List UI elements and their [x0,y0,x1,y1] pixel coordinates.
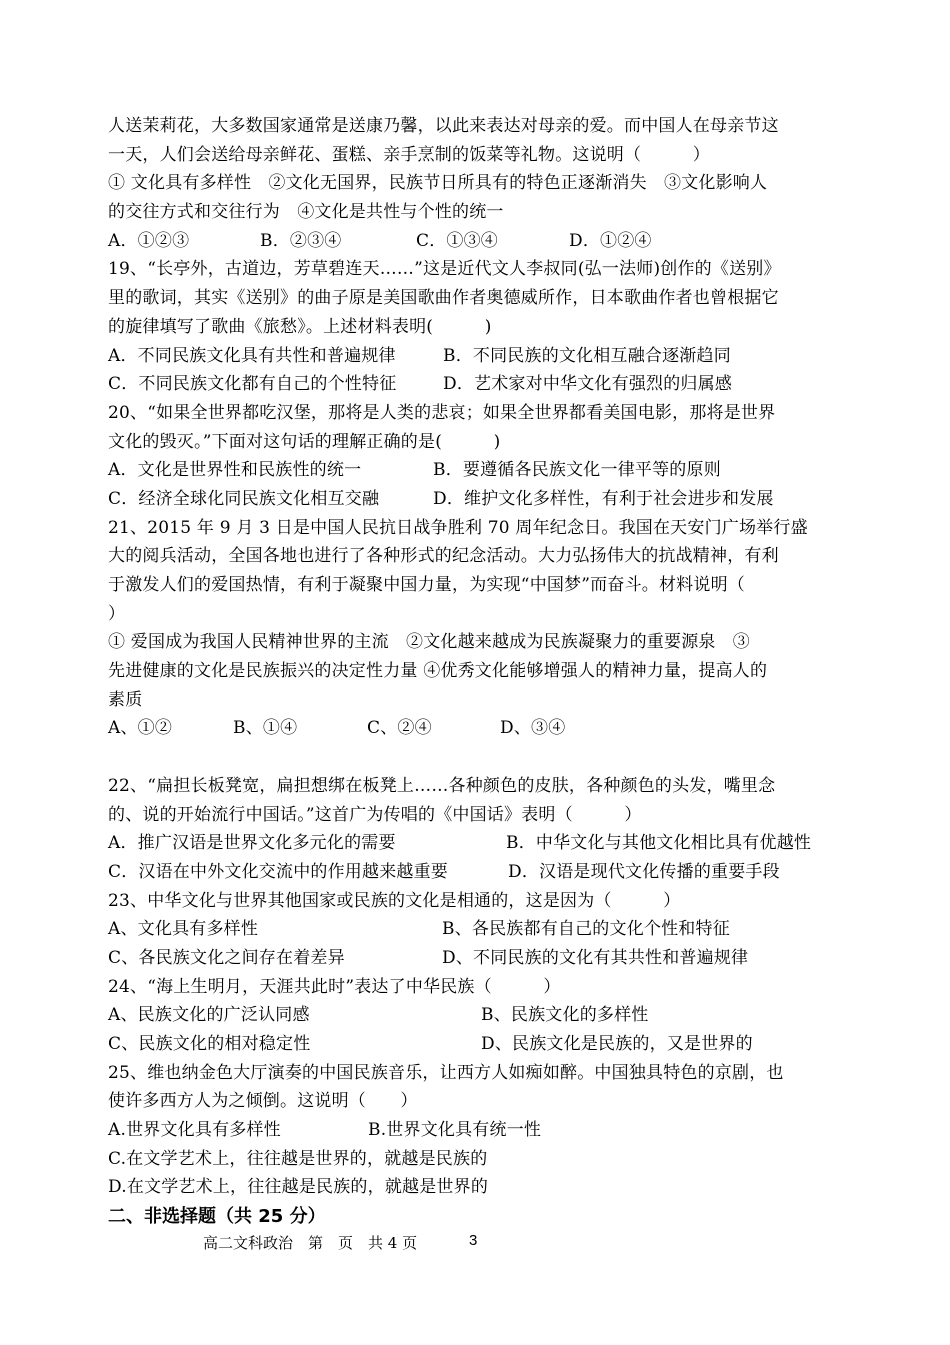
q22-options-row-1 [108,829,848,858]
q21-line-7: 素质 [108,689,143,710]
exam-page-content [108,112,848,1232]
page-footer [0,1232,950,1256]
q25-line-1: 25、维也纳金色大厅演奏的中国民族音乐，让西方人如痴如醉。中国独具特色的京剧，也 [108,1062,784,1083]
q20-options-row-2 [108,485,848,514]
q25-option-a: A.世界文化具有多样性 [108,1120,281,1141]
q20-option-c: C．经济全球化同民族文化相互交融 [108,488,380,509]
q23-option-d: D、不同民族的文化有其共性和普遍规律 [442,947,749,968]
q19-option-c: C．不同民族文化都有自己的个性特征 [108,374,397,395]
q21-option-d: D、③④ [500,718,566,739]
q19-line-2: 里的歌词，其实《送别》的曲子原是美国歌曲作者奥德威所作，日本歌曲作者也曾根据它 [108,288,779,309]
q21-line-1: 21、2015 年 9 月 3 日是中国人民抗日战争胜利 70 周年纪念日。我国在天安门广场举行盛 [108,517,808,538]
q18-option-d: D．①②④ [569,230,652,251]
q24-option-a: A、民族文化的广泛认同感 [108,1005,310,1026]
q19-line-3: 的旋律填写了歌曲《旅愁》。上述材料表明( ) [108,316,492,337]
q23-options-row-2 [108,944,848,973]
q21-line-2: 大的阅兵活动，全国各地也进行了各种形式的纪念活动。大力弘扬伟大的抗战精神，有利 [108,546,779,567]
q22-option-d: D．汉语是现代文化传播的重要手段 [508,861,780,882]
q23-options-row-1 [108,915,848,944]
q20-line-1: 20、“如果全世界都吃汉堡，那将是人类的悲哀；如果全世界都看美国电影，那将是世界 [108,402,776,423]
q22-line-1: 22、“扁担长板凳宽，扁担想绑在板凳上……各种颜色的皮肤，各种颜色的头发，嘴里念 [108,775,776,796]
q18-option-a: A．①②③ [108,230,190,251]
q18-line-3: ① 文化具有多样性 ②文化无国界，民族节日所具有的特色正逐渐消失 ③文化影响人 [108,173,768,194]
section-2-heading: 二、非选择题（共 25 分） [108,1206,326,1228]
q18-line-1: 人送茉莉花，大多数国家通常是送康乃馨，以此来表达对母亲的爱。而中国人在母亲节这 [108,116,779,136]
page-number: 3 [469,1232,478,1249]
q19-option-d: D．艺术家对中华文化有强烈的归属感 [443,374,733,395]
q18-line-2: 一天，人们会送给母亲鲜花、蛋糕、亲手烹制的饭菜等礼物。这说明（ ） [108,144,710,165]
q25-option-b: B.世界文化具有统一性 [368,1120,542,1141]
q20-option-a: A．文化是世界性和民族性的统一 [108,460,362,481]
q24-options-row-2 [108,1030,848,1059]
q22-option-a: A．推广汉语是世界文化多元化的需要 [108,833,396,854]
q25-options-row-1 [108,1116,848,1145]
q23-option-b: B、各民族都有自己的文化个性和特征 [442,919,730,940]
q21-line-3: 于激发人们的爱国热情，有利于凝聚中国力量，为实现“中国梦”而奋斗。材料说明（ [108,575,745,595]
q19-line-1: 19、“长亭外，古道边，芳草碧连天……”这是近代文人李叔同(弘一法师)创作的《送别》 [108,259,781,280]
q21-option-c: C、②④ [367,718,432,739]
q19-options-row-1 [108,342,848,371]
q25-line-2: 使许多西方人为之倾倒。这说明（ ） [108,1091,418,1112]
q22-option-b: B．中华文化与其他文化相比具有优越性 [506,833,812,854]
blank-line [108,743,848,772]
q21-line-4: ） [108,603,126,624]
q24-option-c: C、民族文化的相对稳定性 [108,1034,311,1054]
q25-option-c: C.在文学艺术上，往往越是世界的，就越是民族的 [108,1148,488,1169]
q20-options-row-1 [108,456,848,485]
q21-line-6: 先进健康的文化是民族振兴的决定性力量 ④优秀文化能够增强人的精神力量，提高人的 [108,661,768,682]
q20-option-d: D．维护文化多样性，有利于社会进步和发展 [433,488,774,509]
q21-line-5: ① 爱国成为我国人民精神世界的主流 ②文化越来越成为民族凝聚力的重要源泉 ③ [108,632,751,653]
q23-line-1: 23、中华文化与世界其他国家或民族的文化是相通的，这是因为（ ） [108,890,681,911]
q21-option-a: A、①② [108,718,173,739]
q18-option-b: B．②③④ [260,230,342,251]
q25-option-d: D.在文学艺术上，往往越是民族的，就越是世界的 [108,1177,489,1198]
q18-options [108,227,848,256]
q21-option-b: B、①④ [233,718,298,739]
q23-option-a: A、文化具有多样性 [108,919,259,940]
q24-line-1: 24、“海上生明月，天涯共此时”表达了中华民族（ ） [108,976,561,997]
q24-option-b: B、民族文化的多样性 [481,1005,649,1026]
footer-text: 高二文科政治 第 页 共 4 页 [203,1234,418,1252]
q20-line-2: 文化的毁灭。”下面对这句话的理解正确的是( ) [108,431,501,452]
q20-option-b: B．要遵循各民族文化一律平等的原则 [433,460,721,481]
q22-line-2: 的、说的开始流行中国话。”这首广为传唱的《中国话》表明（ ） [108,804,642,825]
q18-option-c: C．①③④ [416,230,499,251]
q19-option-a: A．不同民族文化具有共性和普遍规律 [108,345,396,366]
q24-options-row-1 [108,1001,848,1030]
q18-line-4: 的交往方式和交往行为 ④文化是共性与个性的统一 [108,202,504,223]
q22-options-row-2 [108,858,848,887]
q24-option-d: D、民族文化是民族的，又是世界的 [481,1034,753,1054]
q23-option-c: C、各民族文化之间存在着差异 [108,947,345,968]
q19-option-b: B．不同民族的文化相互融合逐渐趋同 [443,345,731,366]
q22-option-c: C．汉语在中外文化交流中的作用越来越重要 [108,861,449,882]
q21-options [108,714,848,743]
q19-options-row-2 [108,370,848,399]
